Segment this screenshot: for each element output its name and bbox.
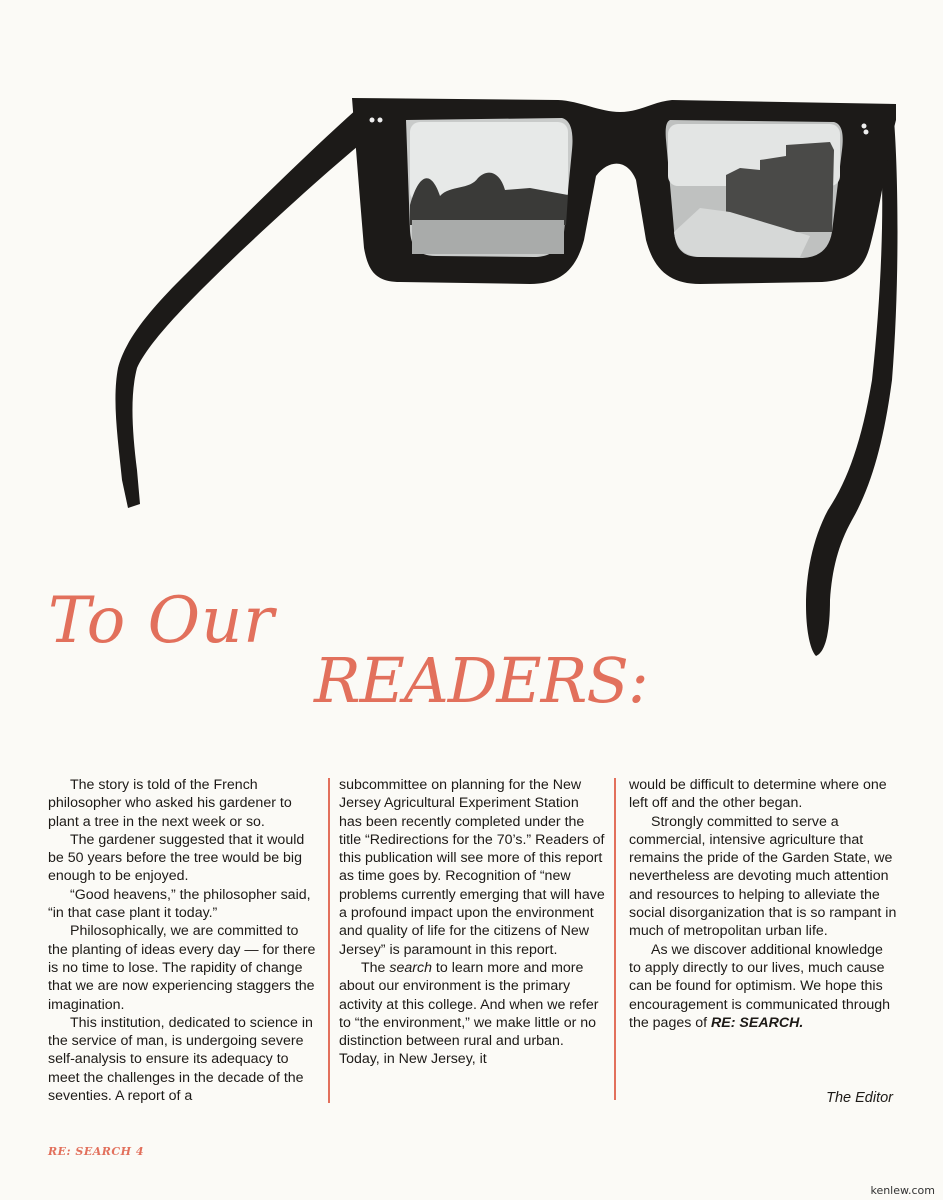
left-hinge-rivet <box>370 118 375 123</box>
paragraph: “Good heavens,” the philosopher said, “in that case plant it today.” <box>48 886 311 922</box>
right-hinge-rivet <box>862 124 867 129</box>
paragraph: subcommittee on planning for the New Jersey Agricultural Experiment Station has been recently completed under the title “Redirections for the 70’s.” Readers of this publication will see more of this report as time goes by. Recognition of “new problems currently emerging that will have a profound impact upon the environment and quality of life for the citizens of New Jersey” is paramount in this report. <box>339 777 605 958</box>
column-divider <box>614 778 616 1100</box>
title-line-1: To Our <box>48 584 275 658</box>
paragraph-lead: As we discover additional knowledge to apply directly to our lives, much cause can be found for optimism. We hope this encouragement is communicated through the pages of <box>629 941 891 1031</box>
text-column-2 <box>339 776 605 1069</box>
paragraph-lead: The <box>361 959 390 976</box>
text-column-3 <box>629 776 897 1032</box>
paragraph-rest: to learn more and more about our environment is the primary activity at this college. And when we refer to “the environment,” we make little or no distinction between rural and urban. Today, in New Jersey, it <box>339 959 599 1068</box>
left-lens-field <box>412 220 564 254</box>
right-hinge-rivet <box>864 130 869 135</box>
paragraph: The story is told of the French philosopher who asked his gardener to plant a tree in the next week or so. <box>48 777 292 830</box>
column-divider <box>328 778 330 1103</box>
paragraph: This institution, dedicated to science in the service of man, is undergoing severe self-analysis to ensure its adequacy to meet the challenges in the decade of the seventies. A report of a <box>48 1014 313 1105</box>
text-column-1 <box>48 776 318 1105</box>
paragraph: Philosophically, we are committed to the planting of ideas every day — for there is no time to lose. The rapidity of change that we are now experiencing staggers the imagination. <box>48 923 316 1013</box>
left-temple-arm <box>115 108 380 508</box>
source-credit: kenlew.com <box>870 1184 935 1197</box>
publication-name: RE: SEARCH. <box>711 1014 804 1031</box>
paragraph <box>629 941 897 1032</box>
page-footer: RE: SEARCH 4 <box>48 1145 145 1158</box>
emphasized-word: search <box>389 959 432 976</box>
paragraph: The gardener suggested that it would be 50 years before the tree would be big enough to be enjoyed. <box>48 831 305 885</box>
left-hinge-rivet <box>378 118 383 123</box>
paragraph <box>339 959 605 1069</box>
paragraph: would be difficult to determine where one left off and the other began. <box>629 777 887 812</box>
signature: The Editor <box>826 1090 893 1106</box>
paragraph: Strongly committed to serve a commercial, intensive agriculture that remains the pride of the Garden State, we nevertheless are devoting much attention and resources to helping to alleviate the social disorganization that is so rampant in much of metropolitan urban life. <box>629 813 897 940</box>
title-line-2: READERS: <box>314 644 648 717</box>
